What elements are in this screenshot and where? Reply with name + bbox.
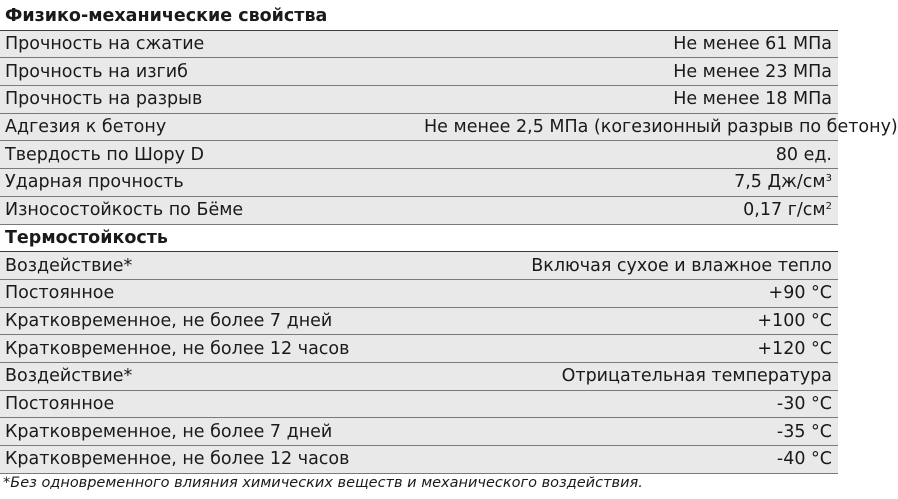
table-row <box>0 58 838 86</box>
property-label: Кратковременное, не более 7 дней <box>0 307 419 335</box>
property-value: Не менее 2,5 МПа (когезионный разрыв по бетону) <box>419 113 838 141</box>
property-label: Воздействие* <box>0 252 419 280</box>
table-row <box>0 418 838 446</box>
table-row <box>0 335 838 363</box>
table-row <box>0 362 838 390</box>
section-header-mechanical <box>0 3 838 30</box>
property-value <box>419 196 838 224</box>
table-row <box>0 169 838 197</box>
value-text: 7,5 Дж/см <box>734 172 826 193</box>
superscript: 3 <box>825 173 832 185</box>
property-label: Износостойкость по Бёме <box>0 196 419 224</box>
property-label: Прочность на изгиб <box>0 58 419 86</box>
property-label: Прочность на сжатие <box>0 30 419 58</box>
property-label: Постоянное <box>0 279 419 307</box>
property-label: Воздействие* <box>0 362 419 390</box>
property-value: Не менее 18 МПа <box>419 86 838 114</box>
property-value: 80 ед. <box>419 141 838 169</box>
value-text: 0,17 г/см <box>743 200 826 221</box>
property-label: Прочность на разрыв <box>0 86 419 114</box>
property-value: -30 °C <box>419 390 838 418</box>
property-label: Кратковременное, не более 7 дней <box>0 418 419 446</box>
footnote: *Без одновременного влияния химических веществ и механического воздействия. <box>3 475 643 491</box>
table-row <box>0 390 838 418</box>
property-label: Твердость по Шору D <box>0 141 419 169</box>
property-label: Адгезия к бетону <box>0 113 419 141</box>
property-value: -40 °C <box>419 446 838 474</box>
table-row <box>0 252 838 280</box>
property-value: Не менее 23 МПа <box>419 58 838 86</box>
table-row <box>0 279 838 307</box>
table-row <box>0 196 838 224</box>
table-row <box>0 141 838 169</box>
property-value: -35 °C <box>419 418 838 446</box>
property-label: Кратковременное, не более 12 часов <box>0 446 419 474</box>
property-value: +100 °C <box>419 307 838 335</box>
table-row <box>0 86 838 114</box>
section-title: Термостойкость <box>0 224 838 252</box>
superscript: 2 <box>825 201 832 213</box>
property-value: Не менее 61 МПа <box>419 30 838 58</box>
table-row <box>0 113 838 141</box>
table-row <box>0 30 838 58</box>
property-value <box>419 169 838 197</box>
property-label: Ударная прочность <box>0 169 419 197</box>
table-row <box>0 307 838 335</box>
property-label: Постоянное <box>0 390 419 418</box>
property-value: +120 °C <box>419 335 838 363</box>
property-value: Отрицательная температура <box>419 362 838 390</box>
table-row <box>0 446 838 474</box>
properties-table <box>0 3 898 474</box>
section-title: Физико-механические свойства <box>0 3 838 30</box>
section-header-thermal <box>0 224 838 252</box>
property-value: +90 °C <box>419 279 838 307</box>
property-label: Кратковременное, не более 12 часов <box>0 335 419 363</box>
property-value: Включая сухое и влажное тепло <box>419 252 838 280</box>
